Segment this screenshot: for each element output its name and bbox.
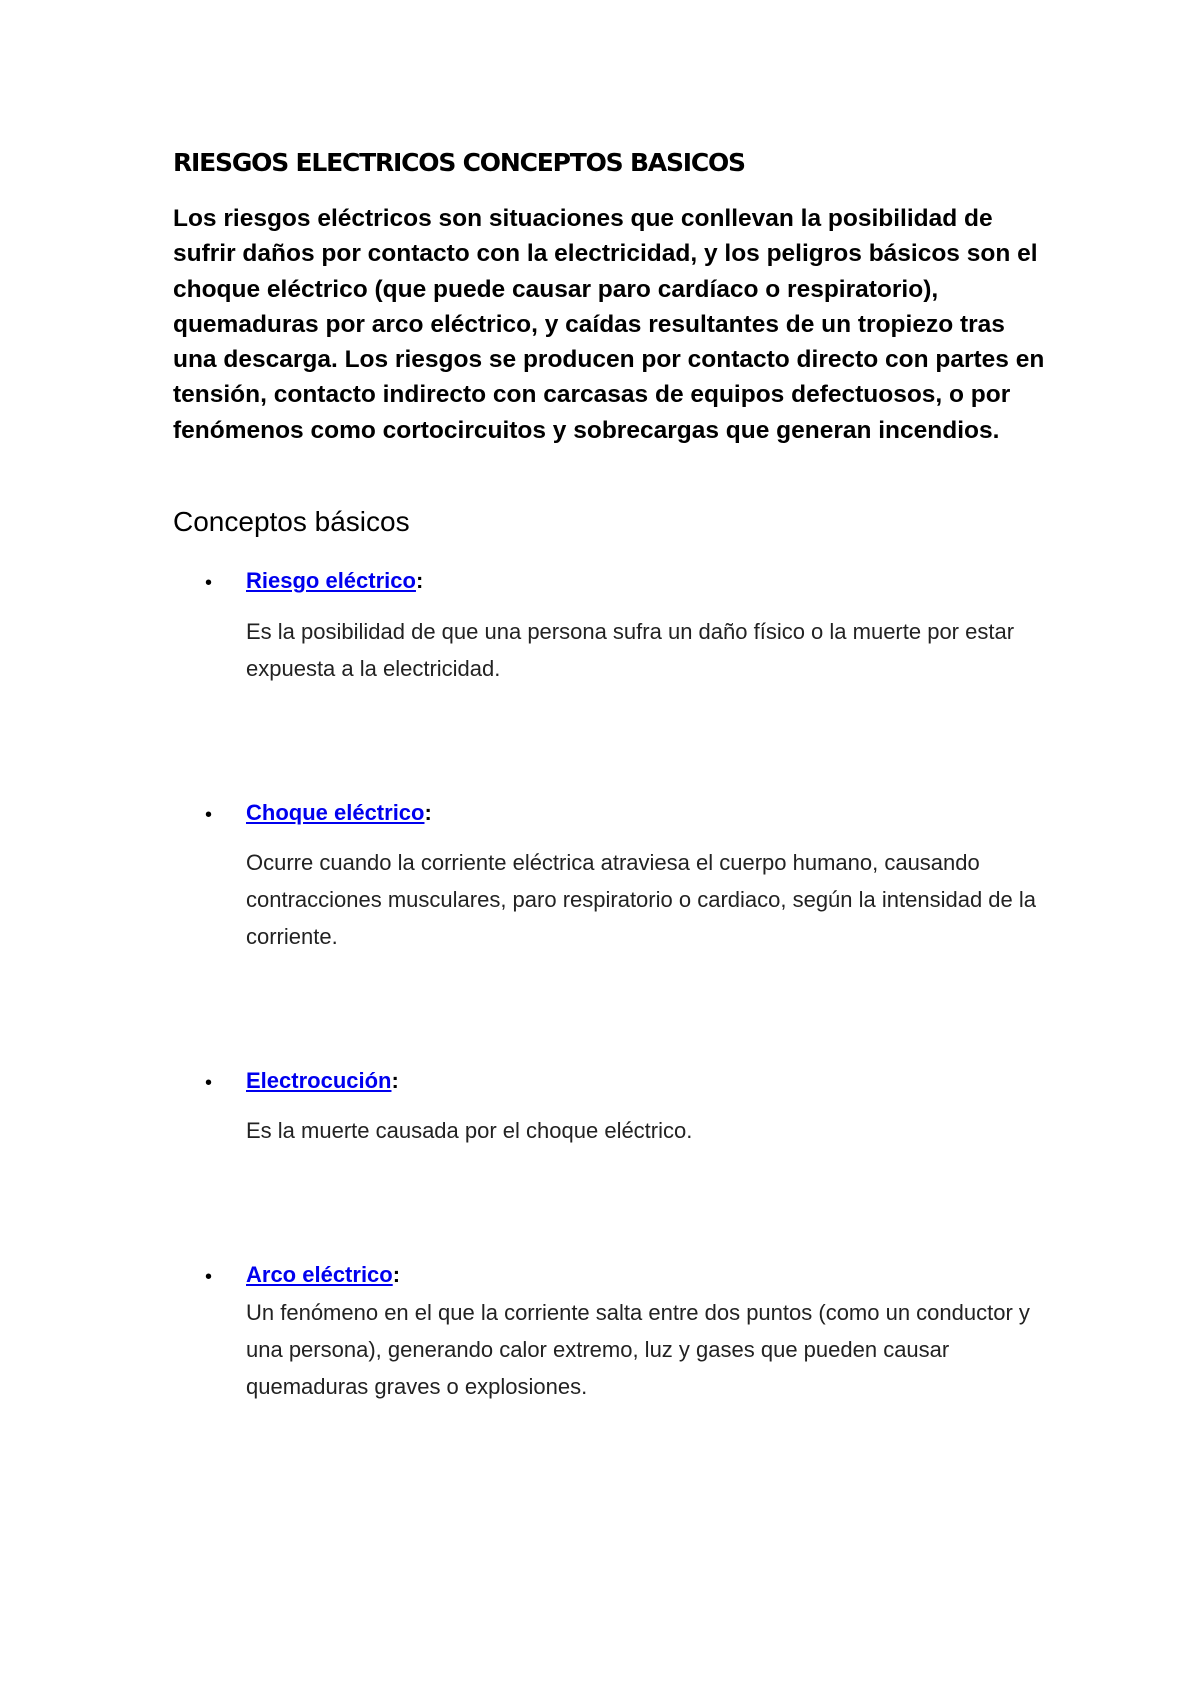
link-electrocucion[interactable]: Electrocución xyxy=(246,1068,392,1093)
concept-term-line xyxy=(246,566,423,596)
bullet-icon: • xyxy=(205,1072,213,1094)
concept-definition: Es la posibilidad de que una persona sufra un daño físico o la muerte por estar expuesta a la electricidad. xyxy=(246,619,1015,681)
term-colon: : xyxy=(391,1068,399,1093)
concept-term-line xyxy=(246,1260,400,1290)
term-colon: : xyxy=(424,800,432,825)
concept-term-line xyxy=(246,1066,399,1096)
bullet-icon: • xyxy=(205,804,213,826)
concept-term-line xyxy=(246,798,432,828)
bullet-icon: • xyxy=(205,1266,213,1288)
link-arco-electrico[interactable]: Arco eléctrico xyxy=(246,1262,393,1287)
section-heading-conceptos: Conceptos básicos xyxy=(173,506,410,537)
concept-definition: Es la muerte causada por el choque eléctrico. xyxy=(246,1118,693,1143)
link-riesgo-electrico[interactable]: Riesgo eléctrico xyxy=(246,568,416,593)
intro-paragraph: Los riesgos eléctricos son situaciones que conllevan la posibilidad de sufrir daños por contacto con la electricidad, y los peligros básicos son el choque eléctrico (que puede causar paro cardíaco o respiratorio), quemaduras por arco eléctrico, y caídas resultantes de un tropiezo tras una descarga. Los riesgos se producen por contacto directo con partes en tensión, contacto indirecto con carcasas de equipos defectuosos, o por fenómenos como cortocircuitos y sobrecargas que generan incendios. xyxy=(173,205,1045,444)
link-choque-electrico[interactable]: Choque eléctrico xyxy=(246,800,425,825)
concept-definition: Ocurre cuando la corriente eléctrica atraviesa el cuerpo humano, causando contracciones musculares, paro respiratorio o cardiaco, según la intensidad de la corriente. xyxy=(246,850,1036,949)
term-colon: : xyxy=(415,568,424,593)
bullet-icon: • xyxy=(205,572,213,594)
term-colon: : xyxy=(392,1262,401,1287)
document-title: RIESGOS ELECTRICOS CONCEPTOS BASICOS xyxy=(173,148,745,177)
concept-definition: Un fenómeno en el que la corriente salta entre dos puntos (como un conductor y una persona), generando calor extremo, luz y gases que pueden causar quemaduras graves o explosiones. xyxy=(246,1300,1030,1399)
